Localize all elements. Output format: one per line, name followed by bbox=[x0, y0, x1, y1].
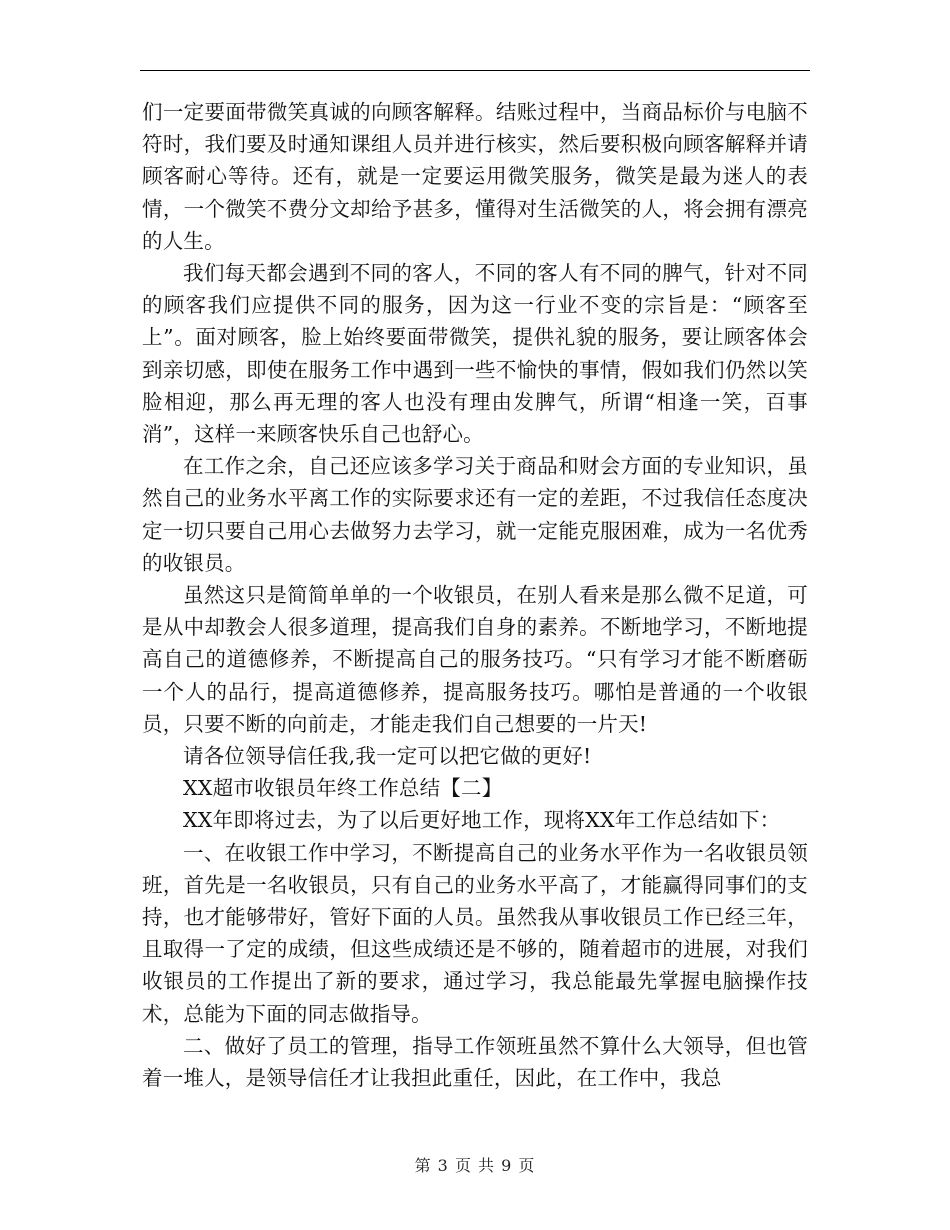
paragraph-closing: 请各位领导信任我,我一定可以把它做的更好! bbox=[183, 744, 592, 769]
paragraph-customers: 我们每天都会遇到不同的客人，不同的客人有不同的脾气，针对不同的顾客我们应提供不同的服务，因为这一行业不变的宗旨是：“顾客至上”。面对顾客，脸上始终要面带微笑，提供礼貌的服务，要让顾客体会到亲切感，即使在服务工作中遇到一些不愉快的事情，假如我们仍然以笑脸相迎，那么再无理的客人也没有理由发脾气，所谓“相逢一笑，百事消”，这样一来顾客快乐自己也舒心。 bbox=[142, 261, 808, 447]
document-body bbox=[142, 96, 808, 1094]
section-heading: XX超市收银员年终工作总结【二】 bbox=[183, 776, 503, 801]
paragraph-point-two: 二、做好了员工的管理，指导工作领班虽然不算什么大领导，但也管着一堆人，是领导信任才让我担此重任，因此，在工作中，我总 bbox=[142, 1033, 808, 1091]
page-number: 第 3 页 共 9 页 bbox=[414, 1156, 536, 1175]
paragraph-reflection: 虽然这只是简简单单的一个收银员，在别人看来是那么微不足道，可是从中却教会人很多道理，提高我们自身的素养。不断地学习，不断地提高自己的道德修养，不断提高自己的服务技巧。“只有学习才能不断磨砺一个人的品行，提高道德修养，提高服务技巧。哪怕是普通的一个收银员，只要不断的向前走，才能走我们自己想要的一片天! bbox=[142, 583, 808, 736]
paragraph-continuation: 们一定要面带微笑真诚的向顾客解释。结账过程中，当商品标价与电脑不符时，我们要及时通知课组人员并进行核实，然后要积极向顾客解释并请顾客耐心等待。还有，就是一定要运用微笑服务，微笑是最为迷人的表情，一个微笑不费分文却给予甚多，懂得对生活微笑的人，将会拥有漂亮的人生。 bbox=[142, 100, 808, 253]
paragraph-point-one: 一、在收银工作中学习，不断提高自己的业务水平作为一名收银员领班，首先是一名收银员，只有自己的业务水平高了，才能赢得同事们的支持，也才能够带好，管好下面的人员。虽然我从事收银员工作已经三年，且取得一了定的成绩，但这些成绩还是不够的，随着超市的进展，对我们收银员的工作提出了新的要求，通过学习，我总能最先掌握电脑操作技术，总能为下面的同志做指导。 bbox=[142, 840, 808, 1026]
paragraph-intro: XX年即将过去，为了以后更好地工作，现将XX年工作总结如下： bbox=[183, 808, 781, 833]
header-rule bbox=[140, 70, 810, 71]
paragraph-study: 在工作之余，自己还应该多学习关于商品和财会方面的专业知识，虽然自己的业务水平离工作的实际要求还有一定的差距，不过我信任态度决定一切只要自己用心去做努力去学习，就一定能克服困难，成为一名优秀的收银员。 bbox=[142, 454, 808, 575]
